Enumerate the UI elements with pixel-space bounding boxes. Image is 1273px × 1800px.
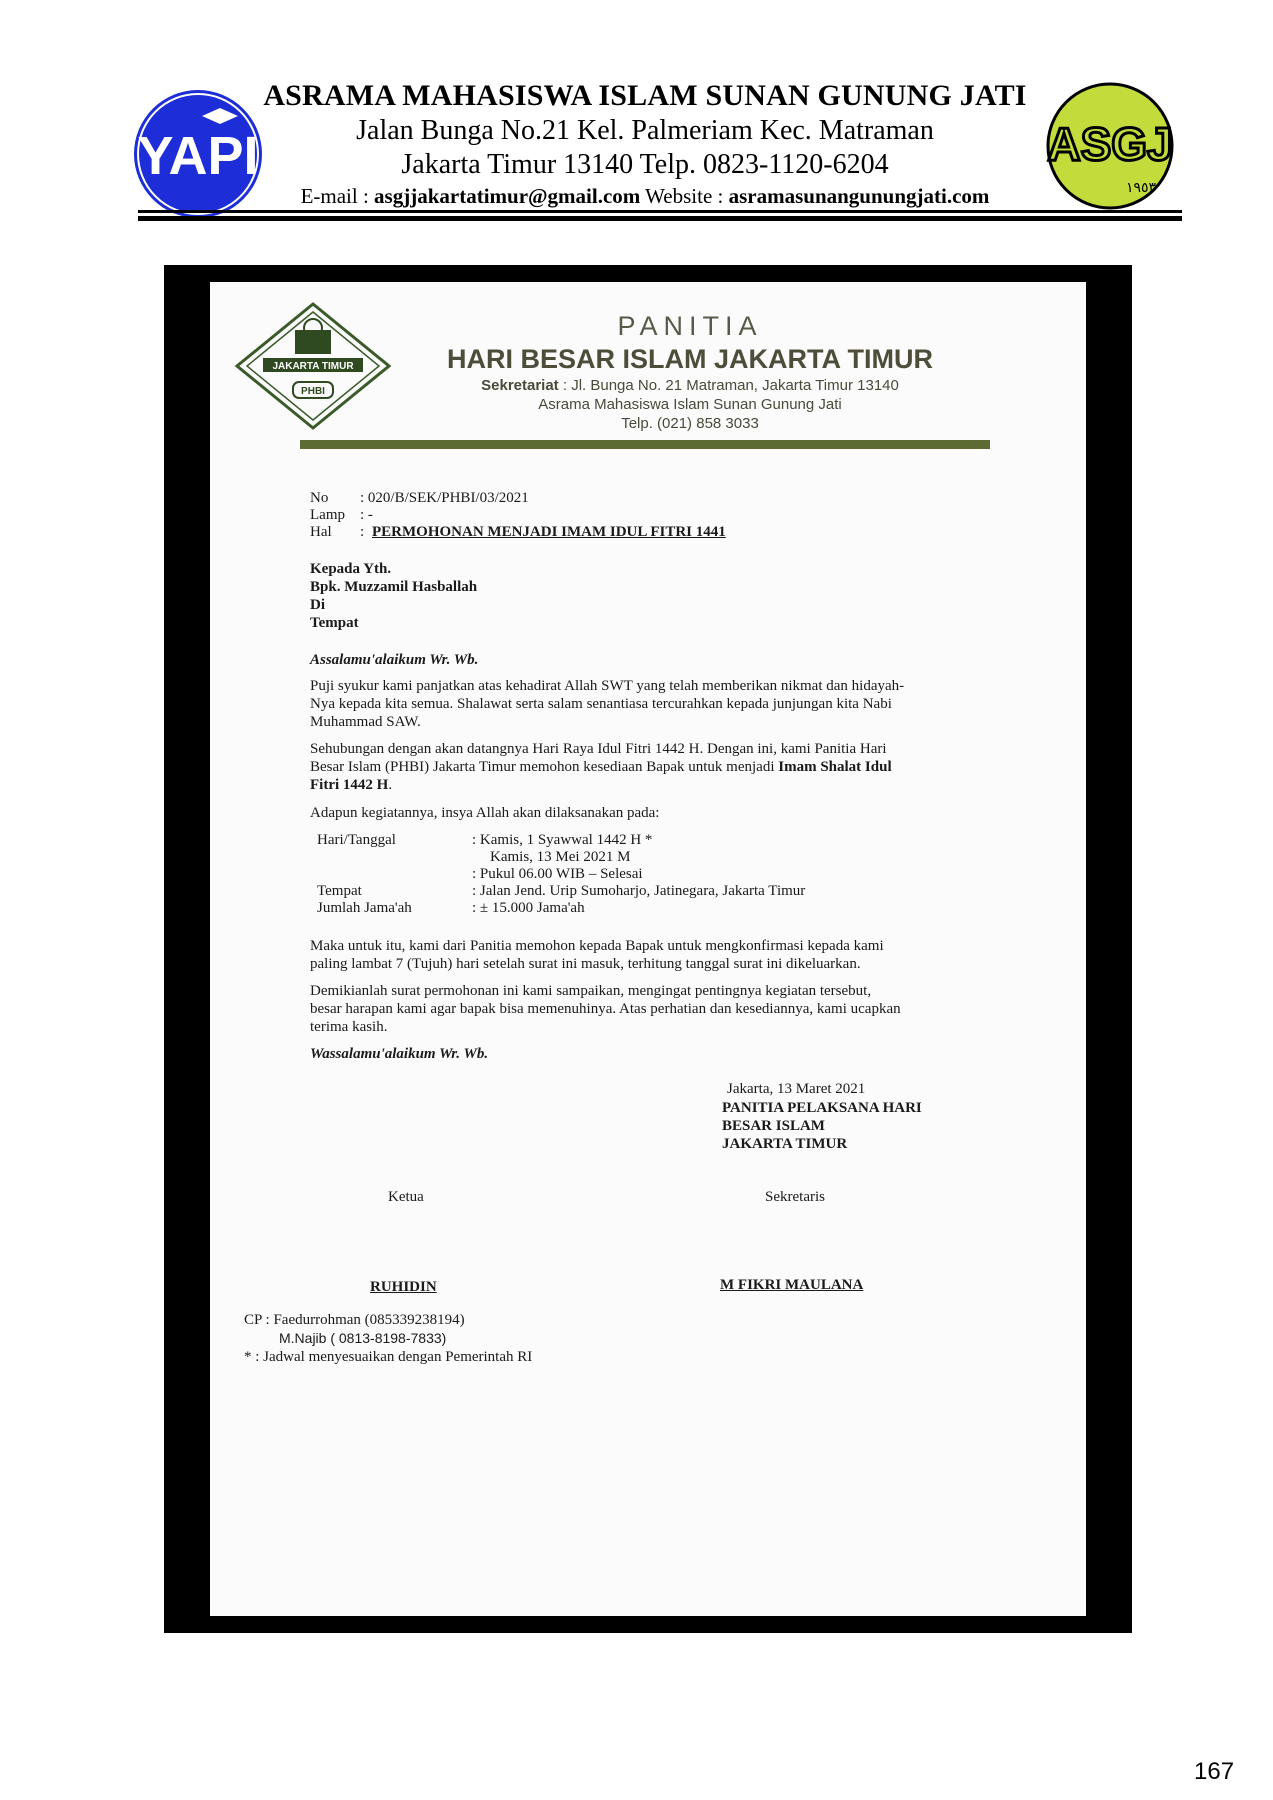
- para1-line-3: Muhammad SAW.: [310, 714, 421, 730]
- asgj-logo: [1041, 80, 1179, 212]
- phbi-panitia: PANITIA: [617, 311, 763, 341]
- para4-line-1: Demikianlah surat permohonan ini kami sampaikan, mengingat pentingnya kegiatan tersebut,: [310, 983, 872, 999]
- schedule-hari-label: Hari/Tanggal: [317, 832, 396, 848]
- para4-line-2: besar harapan kami agar bapak bisa memenuhinya. Atas perhatian dan kesediannya, kami ucapkan: [310, 1001, 901, 1017]
- yapi-logo: [132, 88, 264, 220]
- phbi-sekretariat-line2: Asrama Mahasiswa Islam Sunan Gunung Jati: [538, 396, 842, 413]
- meta-lamp-label: Lamp: [310, 507, 345, 523]
- footnote: * : Jadwal menyesuaikan dengan Pemerintah RI: [244, 1349, 533, 1365]
- schedule-pukul-value: : Pukul 06.00 WIB – Selesai: [472, 866, 643, 882]
- meta-no-label: No: [310, 490, 329, 506]
- phbi-sekretariat-address: : Jl. Bunga No. 21 Matraman, Jakarta Timur 13140: [558, 377, 899, 394]
- recipient-line-3: Di: [310, 597, 325, 613]
- phbi-logo-banner: JAKARTA TIMUR: [272, 361, 354, 372]
- letterhead-title: ASRAMA MAHASISWA ISLAM SUNAN GUNUNG JATI: [263, 79, 1027, 112]
- schedule-tempat-value: : Jalan Jend. Urip Sumoharjo, Jatinegara, Jakarta Timur: [472, 883, 806, 899]
- para1-line-2: Nya kepada kita semua. Shalawat serta salam senantiasa tercurahkan kepada junjungan kita Nabi: [310, 696, 892, 712]
- recipient-line-2: Bpk. Muzzamil Hasballah: [310, 579, 478, 595]
- phbi-logo-badge: PHBI: [301, 386, 325, 397]
- recipient-line-1: Kepada Yth.: [310, 561, 392, 577]
- phbi-org-name: HARI BESAR ISLAM JAKARTA TIMUR: [447, 344, 933, 374]
- meta-hal-value: PERMOHONAN MENJADI IMAM IDUL FITRI 1441: [372, 524, 726, 540]
- contact-person-2: M.Najib ( 0813-8198-7833): [279, 1330, 447, 1346]
- para4-line-3: terima kasih.: [310, 1019, 388, 1035]
- ketua-label: Ketua: [388, 1189, 424, 1205]
- sekretaris-label: Sekretaris: [765, 1189, 825, 1205]
- schedule-intro: Adapun kegiatannya, insya Allah akan dilaksanakan pada:: [310, 805, 660, 821]
- phbi-sekretariat: [380, 376, 1000, 395]
- page-number: 167: [1194, 1758, 1235, 1785]
- meta-hal-colon: :: [360, 524, 365, 540]
- website-label: Website :: [640, 184, 729, 208]
- para2-line-1: Sehubungan dengan akan datangnya Hari Raya Idul Fitri 1442 H. Dengan ini, kami Panitia Hari: [310, 741, 887, 757]
- ketua-name: RUHIDIN: [370, 1279, 437, 1295]
- committee-line-3: JAKARTA TIMUR: [722, 1136, 848, 1152]
- schedule-jumlah-label: Jumlah Jama'ah: [317, 900, 412, 916]
- schedule-tempat-label: Tempat: [317, 883, 362, 899]
- schedule-hari-value-1: : Kamis, 1 Syawwal 1442 H *: [472, 832, 653, 848]
- asgj-logo-text: ASGJ: [1047, 118, 1173, 170]
- para1-line-1: Puji syukur kami panjatkan atas kehadirat Allah SWT yang telah memberikan nikmat dan hidayah-: [310, 678, 905, 694]
- date-place: Jakarta, 13 Maret 2021: [727, 1081, 866, 1097]
- para2-line-2: [310, 758, 892, 777]
- committee-line-1: PANITIA PELAKSANA HARI: [722, 1100, 922, 1116]
- meta-no-value: : 020/B/SEK/PHBI/03/2021: [360, 490, 529, 506]
- para2-line-3: [310, 776, 392, 795]
- letterhead-contact: [250, 182, 1040, 210]
- phbi-rule: [300, 440, 990, 449]
- letterhead-rule-thick: [138, 216, 1182, 221]
- schedule-hari-value-2: Kamis, 13 Mei 2021 M: [490, 849, 631, 865]
- letterhead-rule-thin: [138, 210, 1182, 213]
- phbi-header: [380, 310, 1000, 433]
- asgj-logo-year: ١٩٥٣: [1125, 180, 1157, 196]
- meta-lamp-value: : -: [360, 507, 373, 523]
- letterhead-address-1: Jalan Bunga No.21 Kel. Palmeriam Kec. Matraman: [356, 115, 934, 146]
- greeting: Assalamu'alaikum Wr. Wb.: [310, 652, 479, 668]
- para2-line-2-text: Besar Islam (PHBI) Jakarta Timur memohon kesediaan Bapak untuk menjadi: [310, 759, 779, 775]
- committee-line-2: BESAR ISLAM: [722, 1118, 825, 1134]
- letterhead-address-2: Jakarta Timur 13140 Telp. 0823-1120-6204: [401, 149, 889, 180]
- para2-line-2-bold: Imam Shalat Idul: [778, 759, 892, 775]
- email-address: asgjjakartatimur@gmail.com: [374, 184, 641, 208]
- para2-line-3-bold: Fitri 1442 H: [310, 777, 389, 793]
- phbi-phone: Telp. (021) 858 3033: [621, 415, 759, 432]
- website-address: asramasunangunungjati.com: [728, 184, 990, 208]
- para3-line-1: Maka untuk itu, kami dari Panitia memohon kepada Bapak untuk mengkonfirmasi kepada kami: [310, 938, 884, 954]
- phbi-logo: [233, 300, 393, 432]
- para3-line-2: paling lambat 7 (Tujuh) hari setelah surat ini masuk, terhitung tanggal surat ini dikeluarkan.: [310, 956, 861, 972]
- contact-person-1: CP : Faedurrohman (085339238194): [244, 1312, 465, 1328]
- email-label: E-mail :: [300, 184, 375, 208]
- para2-line-3-end: .: [388, 777, 393, 793]
- yapi-logo-text: YAPI: [137, 126, 259, 186]
- sekretaris-name: M FIKRI MAULANA: [720, 1277, 864, 1293]
- closing: Wassalamu'alaikum Wr. Wb.: [310, 1046, 489, 1062]
- meta-hal-label: Hal: [310, 524, 332, 540]
- phbi-sekretariat-label: Sekretariat: [481, 377, 559, 394]
- schedule-jumlah-value: : ± 15.000 Jama'ah: [472, 900, 585, 916]
- letterhead-text: [250, 78, 1040, 210]
- recipient-line-4: Tempat: [310, 615, 359, 631]
